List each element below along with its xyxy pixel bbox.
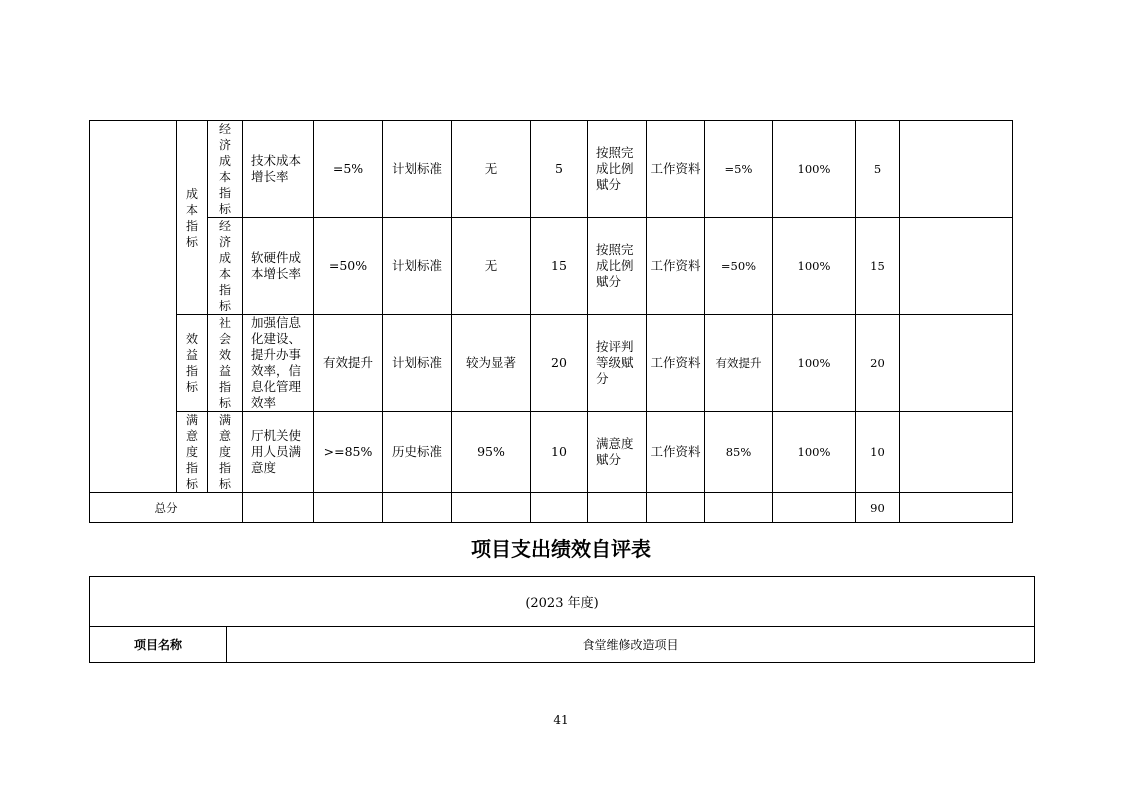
weight-cell: 15 [531, 218, 588, 315]
baseline-cell: 无 [452, 218, 531, 315]
level2-cell: 社会效益指标 [208, 315, 243, 412]
indicator-cell: 软硬件成本增长率 [243, 218, 314, 315]
remark-cell [900, 218, 1013, 315]
level1-blank-cell [90, 121, 177, 493]
annual-target-cell: =50% [314, 218, 383, 315]
actual-cell: =50% [705, 218, 773, 315]
cost-group-label: 成本指标 [185, 186, 198, 249]
empty-cell [773, 493, 856, 523]
actual-cell: 85% [705, 412, 773, 493]
empty-cell [314, 493, 383, 523]
project-name-value: 食堂维修改造项目 [227, 627, 1035, 663]
level2-cell: 满意度指标 [208, 412, 243, 493]
weight-cell: 20 [531, 315, 588, 412]
remark-cell [900, 315, 1013, 412]
score-cell: 20 [856, 315, 900, 412]
project-table [89, 576, 1035, 663]
page-number: 41 [553, 713, 569, 727]
scoring-method-cell: 按照完成比例赋分 [588, 218, 647, 315]
level1-benefit-cell: 效益指标 [177, 315, 208, 412]
empty-cell [383, 493, 452, 523]
empty-cell [900, 493, 1013, 523]
score-cell: 5 [856, 121, 900, 218]
table-row [90, 218, 1013, 315]
document-title: 项目支出绩效自评表 [471, 537, 651, 561]
empty-cell [588, 493, 647, 523]
scoring-method-cell: 按评判等级赋分 [588, 315, 647, 412]
indicator-cell: 加强信息化建设、提升办事效率，信息化管理效率 [243, 315, 314, 412]
year-row [90, 577, 1035, 627]
table-row [90, 412, 1013, 493]
level2-cell: 经济成本指标 [208, 218, 243, 315]
total-label: 总分 [90, 493, 243, 523]
indicator-table [89, 120, 1013, 523]
weight-cell: 5 [531, 121, 588, 218]
indicator-cell: 技术成本增长率 [243, 121, 314, 218]
empty-cell [243, 493, 314, 523]
scoring-method-cell: 按照完成比例赋分 [588, 121, 647, 218]
remark-cell [900, 121, 1013, 218]
actual-cell: =5% [705, 121, 773, 218]
completion-rate-cell: 100% [773, 218, 856, 315]
baseline-cell: 无 [452, 121, 531, 218]
completion-rate-cell: 100% [773, 121, 856, 218]
score-cell: 10 [856, 412, 900, 493]
data-source-cell: 工作资料 [647, 412, 705, 493]
annual-target-cell: >=85% [314, 412, 383, 493]
annual-target-cell: 有效提升 [314, 315, 383, 412]
project-name-row [90, 627, 1035, 663]
total-score: 90 [856, 493, 900, 523]
table-row [90, 315, 1013, 412]
completion-rate-cell: 100% [773, 412, 856, 493]
year-label: (2023 年度) [90, 577, 1035, 627]
actual-cell: 有效提升 [705, 315, 773, 412]
standard-cell: 计划标准 [383, 121, 452, 218]
data-source-cell: 工作资料 [647, 315, 705, 412]
level1-cost-cell [177, 121, 208, 315]
scoring-method-cell: 满意度赋分 [588, 412, 647, 493]
total-row [90, 493, 1013, 523]
remark-cell [900, 412, 1013, 493]
standard-cell: 计划标准 [383, 218, 452, 315]
level1-satisfaction-cell: 满意度指标 [177, 412, 208, 493]
project-name-label: 项目名称 [90, 627, 227, 663]
completion-rate-cell: 100% [773, 315, 856, 412]
standard-cell: 历史标准 [383, 412, 452, 493]
data-source-cell: 工作资料 [647, 121, 705, 218]
baseline-cell: 较为显著 [452, 315, 531, 412]
weight-cell: 10 [531, 412, 588, 493]
baseline-cell: 95% [452, 412, 531, 493]
empty-cell [647, 493, 705, 523]
table-row [90, 121, 1013, 218]
indicator-cell: 厅机关使用人员满意度 [243, 412, 314, 493]
data-source-cell: 工作资料 [647, 218, 705, 315]
standard-cell: 计划标准 [383, 315, 452, 412]
empty-cell [705, 493, 773, 523]
level2-cell: 经济成本指标 [208, 121, 243, 218]
empty-cell [531, 493, 588, 523]
empty-cell [452, 493, 531, 523]
score-cell: 15 [856, 218, 900, 315]
annual-target-cell: =5% [314, 121, 383, 218]
